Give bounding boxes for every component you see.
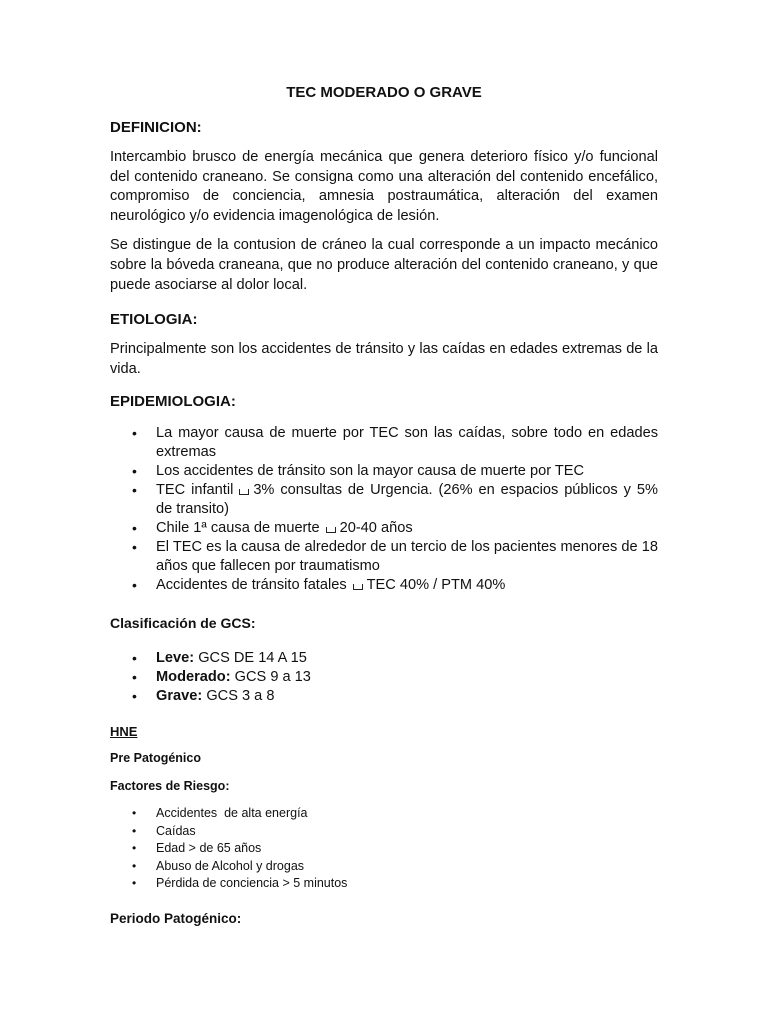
list-item: • Pérdida de conciencia > 5 minutos: [110, 875, 658, 893]
bullet-icon: •: [132, 425, 137, 442]
list-item: • Caídas: [110, 823, 658, 841]
definicion-heading: DEFINICION:: [110, 119, 202, 136]
bullet-icon: •: [132, 669, 137, 686]
list-item: • Leve: GCS DE 14 A 15: [132, 650, 307, 667]
pre-patogenico-heading: Pre Patogénico: [110, 751, 201, 766]
bullet-icon: •: [132, 650, 137, 667]
list-item: • Los accidentes de tránsito son la mayor causa de muerte por TEC: [132, 463, 585, 480]
list-item: • Grave: GCS 3 a 8: [132, 688, 275, 705]
arrow-icon: [326, 527, 336, 533]
arrow-icon: [239, 489, 249, 495]
etiologia-paragraph: Principalmente son los accidentes de tránsito y las caídas en edades extremas de la vida.: [110, 341, 658, 377]
hne-heading: HNE: [110, 724, 138, 740]
list-item: • TEC infantil 3% consultas de Urgencia. (26% en espacios públicos y 5% de transito): [132, 482, 658, 518]
definicion-paragraph-2: Se distingue de la contusion de cráneo la cual corresponde a un impacto mecánico sobre la bóveda craneana, que no produce alteración del contenido craneano, y que puede asociarse al dolor local.: [110, 237, 658, 293]
bullet-icon: •: [132, 482, 137, 499]
bullet-icon: •: [132, 876, 137, 891]
list-item: • El TEC es la causa de alrededor de un tercio de los pacientes menores de 18 años que fallecen por traumatismo: [132, 539, 658, 575]
etiologia-heading: ETIOLOGIA:: [110, 311, 198, 329]
epidemiologia-heading: EPIDEMIOLOGIA:: [110, 393, 236, 411]
document-title: TEC MODERADO O GRAVE: [286, 84, 482, 101]
epidemiologia-list: [110, 424, 658, 595]
bullet-icon: •: [132, 823, 137, 838]
factores-riesgo-heading: Factores de Riesgo:: [110, 779, 230, 794]
bullet-icon: •: [132, 858, 137, 873]
list-item: • Edad > de 65 años: [110, 840, 658, 858]
periodo-patogenico-heading: Periodo Patogénico:: [110, 910, 242, 926]
list-item: • Moderado: GCS 9 a 13: [132, 669, 311, 686]
arrow-icon: [353, 584, 363, 590]
bullet-icon: •: [132, 520, 137, 537]
bullet-icon: •: [132, 577, 137, 594]
list-item: • Chile 1ª causa de muerte 20-40 años: [132, 520, 413, 537]
bullet-icon: •: [132, 806, 137, 821]
list-item: • Abuso de Alcohol y drogas: [110, 858, 658, 876]
bullet-icon: •: [132, 463, 137, 480]
list-item: • Accidentes de alta energía: [110, 805, 658, 823]
bullet-icon: •: [132, 688, 137, 705]
bullet-icon: •: [132, 539, 137, 556]
list-item: • Accidentes de tránsito fatales TEC 40% / PTM 40%: [132, 577, 506, 594]
bullet-icon: •: [132, 841, 137, 856]
gcs-heading: Clasificación de GCS:: [110, 615, 256, 632]
list-item: • La mayor causa de muerte por TEC son las caídas, sobre todo en edades extremas: [132, 425, 658, 461]
definicion-paragraph-1: Intercambio brusco de energía mecánica que genera deterioro físico y/o funcional del contenido craneano. Se consigna como una alteración del contenido encefálico, compromiso de conciencia, amnesia postraumática, alteración del examen neurológico y/o evidencia imagenológica de lesión.: [110, 149, 658, 224]
factores-riesgo-list: [110, 805, 658, 893]
gcs-list: [110, 649, 658, 706]
